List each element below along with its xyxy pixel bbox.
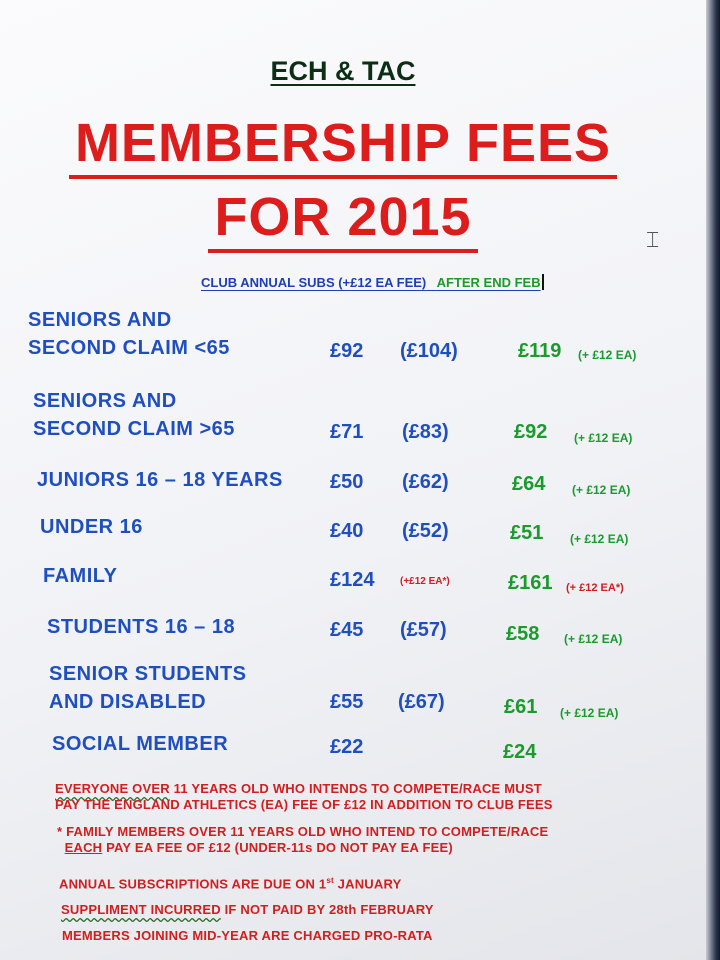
- fee: £124: [330, 569, 375, 591]
- fee: £40: [330, 520, 364, 542]
- fee-with-ea: (£57): [400, 619, 447, 641]
- after-feb-fee: £64: [512, 473, 546, 495]
- fee-with-ea: (£104): [400, 340, 458, 362]
- page-title-line-1: MEMBERSHIP FEES: [0, 112, 686, 174]
- category-label: SENIORS AND SECOND CLAIM <65: [28, 309, 230, 359]
- text-cursor-icon: ⌶: [646, 228, 660, 253]
- fee: £71: [330, 421, 364, 443]
- after-feb-note: (+ £12 EA): [564, 632, 623, 646]
- fee: £92: [330, 340, 364, 362]
- after-feb-fee: £61: [504, 696, 538, 718]
- category-label: SENIOR STUDENTS AND DISABLED: [49, 663, 247, 713]
- footnote-ea-fee: EVERYONE OVER 11 YEARS OLD WHO INTENDS TO COMPETE/RACE MUST PAY THE ENGLAND ATHLETICS (EA) FEE OF £12 IN ADDITION TO CLUB FEES: [55, 781, 553, 812]
- after-feb-fee: £119: [518, 340, 562, 362]
- fee-with-ea: (+£12 EA*): [400, 576, 450, 587]
- monitor-bezel: [706, 0, 720, 960]
- after-feb-note: (+ £12 EA): [574, 431, 633, 445]
- category-label: STUDENTS 16 – 18: [47, 616, 236, 638]
- after-feb-fee: £161: [508, 572, 553, 594]
- after-feb-header: AFTER END FEB: [436, 275, 541, 290]
- category-label: SENIORS AND SECOND CLAIM >65: [33, 390, 235, 440]
- category-label: FAMILY: [43, 565, 118, 587]
- column-header: [201, 274, 544, 290]
- fee-with-ea: (£83): [402, 421, 449, 443]
- club-subs-header: CLUB ANNUAL SUBS (+£12 EA FEE): [201, 275, 427, 290]
- after-feb-fee: £58: [506, 623, 540, 645]
- category-label: UNDER 16: [40, 516, 143, 538]
- page-title-line-2: FOR 2015: [0, 186, 686, 248]
- after-feb-note: (+ £12 EA): [572, 483, 631, 497]
- fee: £55: [330, 691, 364, 713]
- fee: £22: [330, 736, 364, 758]
- after-feb-note: (+ £12 EA): [570, 532, 629, 546]
- after-feb-fee: £51: [510, 522, 544, 544]
- footnote-pro-rata: MEMBERS JOINING MID-YEAR ARE CHARGED PRO-RATA: [62, 928, 433, 943]
- text-caret: [542, 274, 544, 290]
- after-feb-note: (+ £12 EA): [560, 706, 619, 720]
- footnote-family: * FAMILY MEMBERS OVER 11 YEARS OLD WHO INTEND TO COMPETE/RACE EACH PAY EA FEE OF £12 (UNDER-11s DO NOT PAY EA FEE): [57, 824, 549, 855]
- club-name: ECH & TAC: [270, 56, 416, 86]
- category-label: SOCIAL MEMBER: [52, 733, 229, 755]
- after-feb-fee: £24: [503, 741, 537, 763]
- fee-with-ea: (£62): [402, 471, 449, 493]
- after-feb-note: (+ £12 EA): [578, 348, 637, 362]
- footnote-supplement: SUPPLIMENT INCURRED IF NOT PAID BY 28th FEBRUARY: [61, 902, 434, 917]
- after-feb-note: (+ £12 EA*): [566, 582, 624, 594]
- fee: £45: [330, 619, 364, 641]
- fee-with-ea: (£52): [402, 520, 449, 542]
- category-label: JUNIORS 16 – 18 YEARS: [37, 469, 283, 491]
- after-feb-fee: £92: [514, 421, 548, 443]
- fee-with-ea: (£67): [398, 691, 445, 713]
- footnote-due-date: ANNUAL SUBSCRIPTIONS ARE DUE ON 1st JANUARY: [59, 876, 402, 892]
- fee: £50: [330, 471, 364, 493]
